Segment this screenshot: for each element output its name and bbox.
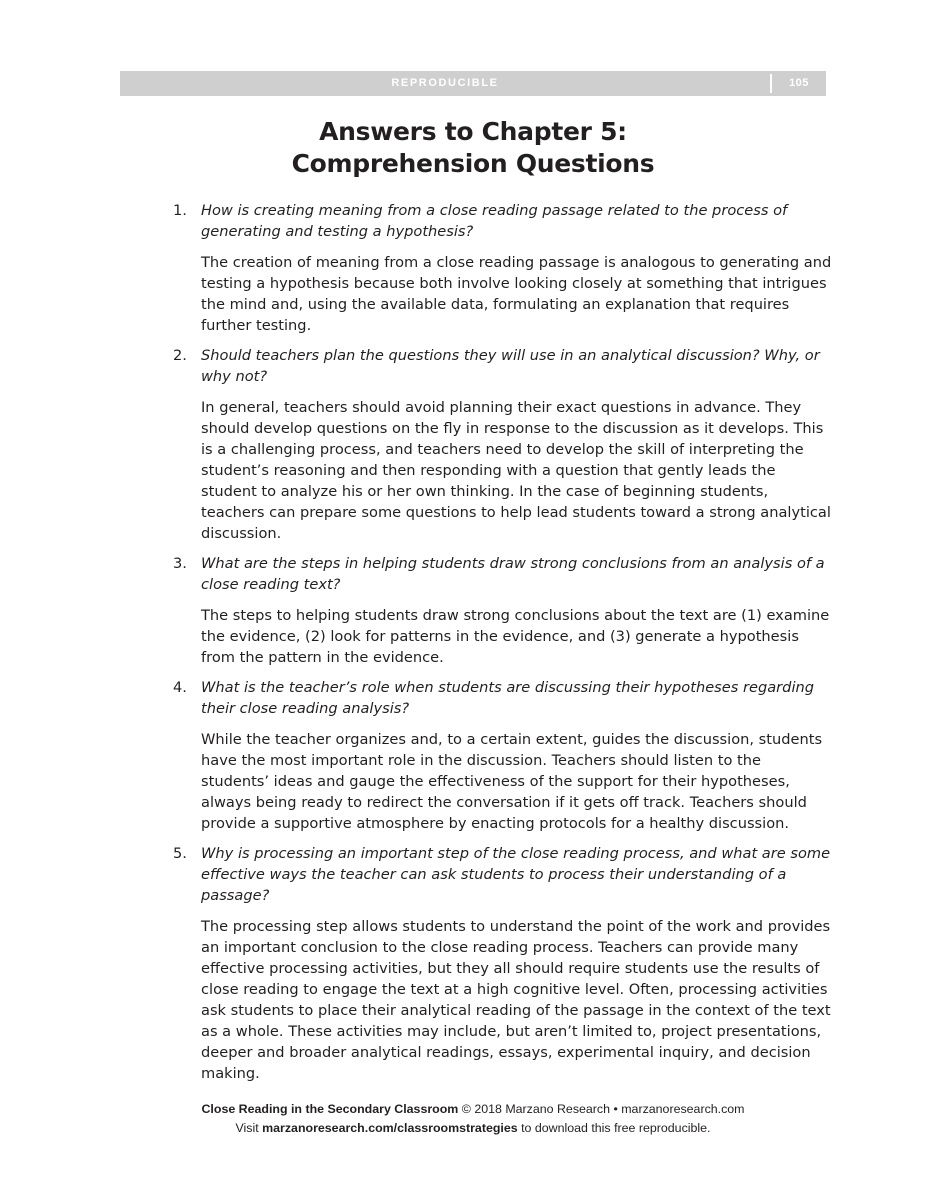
question-number: 3. — [173, 555, 187, 572]
reproducible-label: REPRODUCIBLE — [391, 77, 499, 89]
footer-book-title: Close Reading in the Secondary Classroom — [201, 1102, 459, 1116]
questions-list — [173, 200, 833, 1093]
page-number: 105 — [789, 77, 809, 89]
page-title — [120, 116, 826, 180]
header-bar — [120, 71, 826, 96]
question-number: 4. — [173, 679, 187, 696]
footer-citation — [120, 1100, 826, 1118]
question-item — [173, 200, 833, 336]
question-item — [173, 843, 833, 1084]
title-line-2: Comprehension Questions — [291, 149, 655, 178]
question-text: What are the steps in helping students draw strong conclusions from an analysis of a close reading text? — [201, 555, 825, 593]
footer-download-link[interactable]: marzanoresearch.com/classroomstrategies — [262, 1121, 518, 1135]
footer-visit-prefix: Visit — [235, 1121, 263, 1135]
question-text: Should teachers plan the questions they will use in an analytical discussion? Why, or why not? — [201, 347, 820, 385]
question-number: 1. — [173, 202, 187, 219]
title-line-1: Answers to Chapter 5: — [319, 117, 627, 146]
footer-copyright: © 2018 Marzano Research • marzanoresearch.com — [458, 1102, 745, 1116]
answer-text: The processing step allows students to understand the point of the work and provides an important conclusion to the close reading process. Teachers can provide many effective processing activities, but they all should require students use the results of close reading to engage the text at a high cognitive level. Often, processing activities ask students to place their analytical reading of the passage in the context of the text as a whole. These activities may include, but aren’t limited to, project presentations, deeper and broader analytical readings, essays, experimental inquiry, and decision making. — [201, 918, 831, 1082]
answer-text: The creation of meaning from a close reading passage is analogous to generating and testing a hypothesis because both involve looking closely at something that intrigues the mind and, using the available data, formulating an explanation that requires further testing. — [201, 254, 832, 334]
question-item — [173, 345, 833, 544]
question-number: 2. — [173, 347, 187, 364]
question-number: 5. — [173, 845, 187, 862]
question-item — [173, 677, 833, 834]
answer-text: The steps to helping students draw strong conclusions about the text are (1) examine the evidence, (2) look for patterns in the evidence, and (3) generate a hypothesis from the pattern in the evidence. — [201, 607, 830, 666]
footer-download-note — [120, 1119, 826, 1137]
question-item — [173, 553, 833, 668]
answer-text: In general, teachers should avoid planning their exact questions in advance. They should develop questions on the fly in response to the discussion as it develops. This is a challenging process, and teachers need to develop the skill of interpreting the student’s reasoning and then responding with a question that gently leads the student to analyze his or her own thinking. In the case of beginning students, teachers can prepare some questions to help lead students toward a strong analytical discussion. — [201, 399, 831, 542]
question-text: Why is processing an important step of the close reading process, and what are some effective ways the teacher can ask students to process their understanding of a passage? — [201, 845, 831, 904]
question-text: What is the teacher’s role when students are discussing their hypotheses regarding their close reading analysis? — [201, 679, 815, 717]
answer-text: While the teacher organizes and, to a certain extent, guides the discussion, students have the most important role in the discussion. Teachers should listen to the students’ ideas and gauge the effectiveness of the support for their hypotheses, always being ready to redirect the conversation if it gets off track. Teachers should provide a supportive atmosphere by enacting protocols for a healthy discussion. — [201, 731, 823, 832]
question-text: How is creating meaning from a close reading passage related to the process of generating and testing a hypothesis? — [201, 202, 788, 240]
footer-visit-suffix: to download this free reproducible. — [517, 1121, 711, 1135]
